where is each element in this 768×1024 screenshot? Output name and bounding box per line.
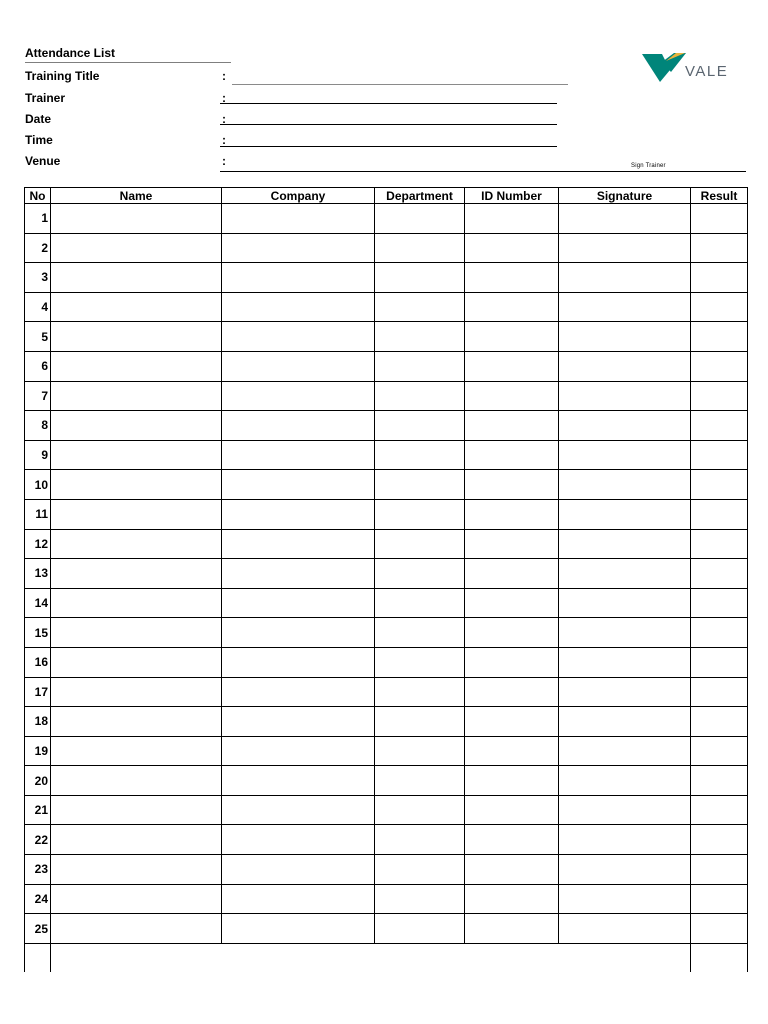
- vale-logo-text: VALE: [685, 63, 729, 80]
- department-cell[interactable]: [375, 884, 465, 914]
- signature-cell[interactable]: [559, 884, 691, 914]
- company-cell[interactable]: [222, 677, 375, 707]
- name-cell[interactable]: [51, 884, 222, 914]
- id-number-cell[interactable]: [465, 766, 559, 796]
- field-label-venue: Venue: [25, 154, 61, 168]
- department-cell[interactable]: [375, 322, 465, 352]
- name-cell[interactable]: [51, 914, 222, 944]
- signature-cell[interactable]: [559, 440, 691, 470]
- table-row: [25, 381, 748, 411]
- table-row: [25, 588, 748, 618]
- result-cell[interactable]: [691, 618, 748, 648]
- id-number-cell[interactable]: [465, 795, 559, 825]
- trainer-field[interactable]: [220, 103, 557, 104]
- company-cell[interactable]: [222, 855, 375, 885]
- result-cell[interactable]: [691, 322, 748, 352]
- result-cell[interactable]: [691, 943, 748, 972]
- department-cell[interactable]: [375, 440, 465, 470]
- id-number-cell[interactable]: [465, 736, 559, 766]
- row-number: 12: [25, 529, 51, 559]
- signature-cell[interactable]: [559, 795, 691, 825]
- column-header-result: Result: [691, 188, 748, 204]
- signature-cell[interactable]: [559, 855, 691, 885]
- id-number-cell[interactable]: [465, 588, 559, 618]
- id-number-cell[interactable]: [465, 884, 559, 914]
- name-cell[interactable]: [51, 825, 222, 855]
- company-cell[interactable]: [222, 707, 375, 737]
- row-number: 13: [25, 559, 51, 589]
- name-cell[interactable]: [51, 736, 222, 766]
- field-label-training-title: Training Title: [25, 69, 100, 83]
- name-cell[interactable]: [51, 618, 222, 648]
- department-cell[interactable]: [375, 588, 465, 618]
- document-title: Attendance List: [25, 46, 116, 60]
- department-cell[interactable]: [375, 263, 465, 293]
- row-number: 10: [25, 470, 51, 500]
- row-number: 19: [25, 736, 51, 766]
- name-cell[interactable]: [51, 647, 222, 677]
- department-cell[interactable]: [375, 381, 465, 411]
- attendance-table: [24, 187, 748, 972]
- column-header-id-number: ID Number: [465, 188, 559, 204]
- name-cell[interactable]: [51, 440, 222, 470]
- result-cell[interactable]: [691, 588, 748, 618]
- table-row: [25, 825, 748, 855]
- name-cell[interactable]: [51, 411, 222, 441]
- company-cell[interactable]: [222, 351, 375, 381]
- company-cell[interactable]: [222, 529, 375, 559]
- table-row-blank: [25, 943, 748, 972]
- department-cell[interactable]: [375, 618, 465, 648]
- row-number: 6: [25, 351, 51, 381]
- row-number: 1: [25, 204, 51, 234]
- id-number-cell[interactable]: [465, 529, 559, 559]
- result-cell[interactable]: [691, 795, 748, 825]
- id-number-cell[interactable]: [465, 411, 559, 441]
- id-number-cell[interactable]: [465, 559, 559, 589]
- name-cell[interactable]: [51, 233, 222, 263]
- department-cell[interactable]: [375, 855, 465, 885]
- table-row: [25, 795, 748, 825]
- company-cell[interactable]: [222, 559, 375, 589]
- signature-cell[interactable]: [559, 766, 691, 796]
- name-cell[interactable]: [51, 766, 222, 796]
- row-number: 3: [25, 263, 51, 293]
- time-field[interactable]: [220, 146, 557, 147]
- id-number-cell[interactable]: [465, 322, 559, 352]
- department-cell[interactable]: [375, 351, 465, 381]
- company-cell[interactable]: [222, 795, 375, 825]
- table-row: [25, 499, 748, 529]
- name-cell[interactable]: [51, 707, 222, 737]
- row-number: 11: [25, 499, 51, 529]
- signature-cell[interactable]: [559, 351, 691, 381]
- column-header-name: Name: [51, 188, 222, 204]
- department-cell[interactable]: [375, 470, 465, 500]
- department-cell[interactable]: [375, 914, 465, 944]
- signature-cell[interactable]: [559, 914, 691, 944]
- title-underline: [25, 62, 231, 63]
- row-number: 22: [25, 825, 51, 855]
- id-number-cell[interactable]: [465, 233, 559, 263]
- result-cell[interactable]: [691, 647, 748, 677]
- sign-trainer-label: Sign Trainer: [631, 163, 666, 169]
- company-cell[interactable]: [222, 766, 375, 796]
- department-cell[interactable]: [375, 647, 465, 677]
- result-cell[interactable]: [691, 499, 748, 529]
- company-cell[interactable]: [222, 204, 375, 234]
- signature-cell[interactable]: [559, 292, 691, 322]
- signature-cell[interactable]: [559, 647, 691, 677]
- company-cell[interactable]: [222, 618, 375, 648]
- row-number: 15: [25, 618, 51, 648]
- department-cell[interactable]: [375, 529, 465, 559]
- row-number: 18: [25, 707, 51, 737]
- signature-cell[interactable]: [559, 559, 691, 589]
- id-number-cell[interactable]: [465, 618, 559, 648]
- row-number: 24: [25, 884, 51, 914]
- field-colon: :: [222, 112, 226, 126]
- company-cell[interactable]: [222, 884, 375, 914]
- field-colon: :: [222, 154, 226, 168]
- company-cell[interactable]: [222, 914, 375, 944]
- row-number: 20: [25, 766, 51, 796]
- table-header-row: [25, 188, 748, 204]
- signature-cell[interactable]: [559, 381, 691, 411]
- company-cell[interactable]: [222, 588, 375, 618]
- table-row: [25, 233, 748, 263]
- row-number: 21: [25, 795, 51, 825]
- row-number: 17: [25, 677, 51, 707]
- id-number-cell[interactable]: [465, 677, 559, 707]
- column-header-signature: Signature: [559, 188, 691, 204]
- company-cell[interactable]: [222, 825, 375, 855]
- signature-cell[interactable]: [559, 707, 691, 737]
- id-number-cell[interactable]: [465, 440, 559, 470]
- company-cell[interactable]: [222, 233, 375, 263]
- department-cell[interactable]: [375, 825, 465, 855]
- signature-cell[interactable]: [559, 233, 691, 263]
- column-header-no: No: [25, 188, 51, 204]
- department-cell[interactable]: [375, 559, 465, 589]
- table-row: [25, 440, 748, 470]
- id-number-cell[interactable]: [465, 855, 559, 885]
- table-row: [25, 322, 748, 352]
- row-number: 14: [25, 588, 51, 618]
- field-label-date: Date: [25, 112, 52, 126]
- signature-cell[interactable]: [559, 736, 691, 766]
- field-label-trainer: Trainer: [25, 91, 66, 105]
- field-colon: :: [222, 133, 226, 147]
- company-cell[interactable]: [222, 440, 375, 470]
- signature-cell[interactable]: [559, 529, 691, 559]
- venue-sign-line[interactable]: [220, 171, 746, 172]
- result-cell[interactable]: [691, 440, 748, 470]
- field-colon: :: [222, 69, 226, 83]
- id-number-cell[interactable]: [465, 647, 559, 677]
- row-number: 8: [25, 411, 51, 441]
- result-cell[interactable]: [691, 529, 748, 559]
- row-number: 7: [25, 381, 51, 411]
- row-number: 9: [25, 440, 51, 470]
- name-cell[interactable]: [51, 263, 222, 293]
- result-cell[interactable]: [691, 855, 748, 885]
- id-number-cell[interactable]: [465, 381, 559, 411]
- table-row: [25, 914, 748, 944]
- company-cell[interactable]: [222, 470, 375, 500]
- signature-cell[interactable]: [559, 588, 691, 618]
- result-cell[interactable]: [691, 677, 748, 707]
- department-cell[interactable]: [375, 233, 465, 263]
- company-cell[interactable]: [222, 263, 375, 293]
- result-cell[interactable]: [691, 825, 748, 855]
- date-field[interactable]: [220, 124, 557, 125]
- company-cell[interactable]: [222, 381, 375, 411]
- column-header-company: Company: [222, 188, 375, 204]
- table-row: [25, 411, 748, 441]
- name-cell[interactable]: [51, 292, 222, 322]
- table-row: [25, 766, 748, 796]
- table-row: [25, 707, 748, 737]
- row-number: 2: [25, 233, 51, 263]
- signature-cell[interactable]: [559, 470, 691, 500]
- table-row: [25, 647, 748, 677]
- signature-cell[interactable]: [559, 322, 691, 352]
- company-cell[interactable]: [222, 292, 375, 322]
- name-cell[interactable]: [51, 529, 222, 559]
- result-cell[interactable]: [691, 736, 748, 766]
- id-number-cell[interactable]: [465, 351, 559, 381]
- name-cell[interactable]: [51, 470, 222, 500]
- row-number: 25: [25, 914, 51, 944]
- id-number-cell[interactable]: [465, 499, 559, 529]
- company-cell[interactable]: [222, 647, 375, 677]
- field-colon: :: [222, 91, 226, 105]
- id-number-cell[interactable]: [465, 470, 559, 500]
- company-cell[interactable]: [222, 322, 375, 352]
- name-cell[interactable]: [51, 795, 222, 825]
- result-cell[interactable]: [691, 766, 748, 796]
- company-cell[interactable]: [222, 736, 375, 766]
- table-row: [25, 677, 748, 707]
- result-cell[interactable]: [691, 884, 748, 914]
- result-cell[interactable]: [691, 914, 748, 944]
- name-cell[interactable]: [51, 855, 222, 885]
- department-cell[interactable]: [375, 292, 465, 322]
- name-cell[interactable]: [51, 322, 222, 352]
- result-cell[interactable]: [691, 411, 748, 441]
- result-cell[interactable]: [691, 263, 748, 293]
- signature-cell[interactable]: [559, 204, 691, 234]
- table-row: [25, 559, 748, 589]
- result-cell[interactable]: [691, 381, 748, 411]
- table-row: [25, 470, 748, 500]
- name-cell[interactable]: [51, 499, 222, 529]
- table-row: [25, 855, 748, 885]
- name-cell[interactable]: [51, 588, 222, 618]
- table-row: [25, 292, 748, 322]
- table-row: [25, 204, 748, 234]
- name-cell[interactable]: [51, 351, 222, 381]
- table-row: [25, 736, 748, 766]
- result-cell[interactable]: [691, 204, 748, 234]
- row-number: 4: [25, 292, 51, 322]
- id-number-cell[interactable]: [465, 914, 559, 944]
- name-cell[interactable]: [51, 381, 222, 411]
- signature-cell[interactable]: [559, 411, 691, 441]
- signature-cell[interactable]: [559, 677, 691, 707]
- id-number-cell[interactable]: [465, 263, 559, 293]
- signature-cell[interactable]: [559, 825, 691, 855]
- id-number-cell[interactable]: [465, 204, 559, 234]
- company-cell[interactable]: [222, 411, 375, 441]
- result-cell[interactable]: [691, 559, 748, 589]
- id-number-cell[interactable]: [465, 707, 559, 737]
- department-cell[interactable]: [375, 499, 465, 529]
- table-row: [25, 618, 748, 648]
- result-cell[interactable]: [691, 292, 748, 322]
- signature-cell[interactable]: [559, 618, 691, 648]
- column-header-department: Department: [375, 188, 465, 204]
- result-cell[interactable]: [691, 351, 748, 381]
- department-cell[interactable]: [375, 766, 465, 796]
- row-number: 16: [25, 647, 51, 677]
- name-cell[interactable]: [51, 204, 222, 234]
- result-cell[interactable]: [691, 233, 748, 263]
- signature-cell[interactable]: [559, 499, 691, 529]
- result-cell[interactable]: [691, 470, 748, 500]
- name-cell[interactable]: [51, 677, 222, 707]
- table-row: [25, 351, 748, 381]
- company-cell[interactable]: [222, 499, 375, 529]
- department-cell[interactable]: [375, 736, 465, 766]
- row-number: 5: [25, 322, 51, 352]
- name-cell[interactable]: [51, 559, 222, 589]
- result-cell[interactable]: [691, 707, 748, 737]
- row-number: 23: [25, 855, 51, 885]
- field-label-time: Time: [25, 133, 53, 147]
- department-cell[interactable]: [375, 411, 465, 441]
- department-cell[interactable]: [375, 707, 465, 737]
- table-row: [25, 263, 748, 293]
- department-cell[interactable]: [375, 795, 465, 825]
- training-title-field[interactable]: [232, 84, 568, 85]
- department-cell[interactable]: [375, 677, 465, 707]
- table-row: [25, 529, 748, 559]
- department-cell[interactable]: [375, 204, 465, 234]
- id-number-cell[interactable]: [465, 292, 559, 322]
- row-number-blank: [25, 943, 51, 972]
- table-row: [25, 884, 748, 914]
- blank-cell[interactable]: [51, 943, 691, 972]
- id-number-cell[interactable]: [465, 825, 559, 855]
- signature-cell[interactable]: [559, 263, 691, 293]
